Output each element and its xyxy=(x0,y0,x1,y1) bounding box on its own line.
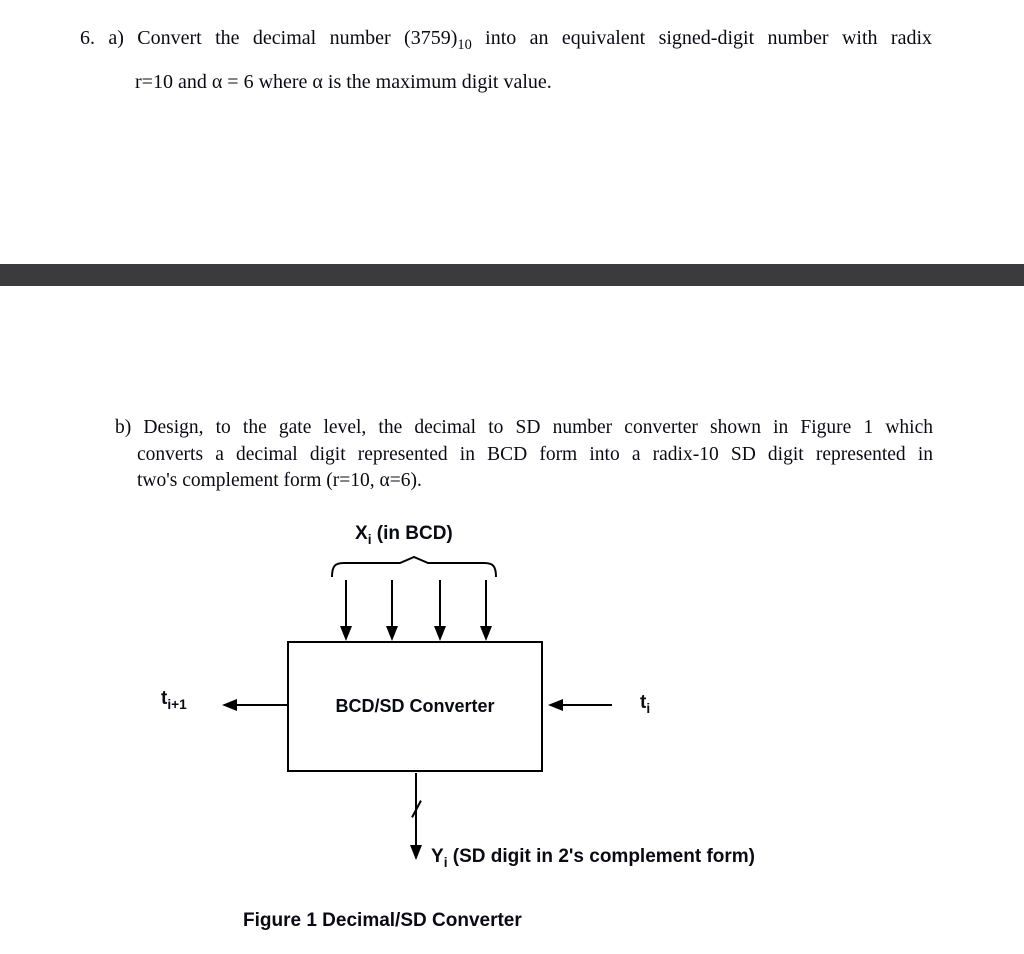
input-line-2 xyxy=(391,580,393,626)
carry-out-arrowhead-icon xyxy=(222,699,237,711)
carry-in-line xyxy=(563,704,612,706)
carry-in-arrowhead-icon xyxy=(548,699,563,711)
input-bus-brace xyxy=(330,556,498,580)
carry-in-subscript: i xyxy=(646,700,651,716)
output-signal-name: Y xyxy=(431,846,444,867)
input-arrowhead-1-icon xyxy=(340,626,352,641)
question-6b-line1: b) Design, to the gate level, the decimal to SD number converter shown in Figure 1 which xyxy=(115,417,933,438)
converter-box-label: BCD/SD Converter xyxy=(335,696,495,716)
question-6a xyxy=(80,20,932,101)
output-signal-subscript: i xyxy=(443,854,448,870)
question-6a-text-post: into an equivalent signed-digit number with radix xyxy=(471,27,932,49)
radix-subscript: 10 xyxy=(457,37,472,53)
figure-caption: Figure 1 Decimal/SD Converter xyxy=(243,910,522,931)
carry-in-label xyxy=(640,692,650,716)
question-6b-line3: two's complement form (r=10, α=6). xyxy=(137,470,422,491)
input-line-3 xyxy=(439,580,441,626)
output-arrowhead-icon xyxy=(410,845,422,860)
carry-out-subscript: i+1 xyxy=(167,696,187,712)
input-signal-label xyxy=(355,523,453,547)
question-6a-line1 xyxy=(80,20,932,64)
question-6a-line2: r=10 and α = 6 where α is the maximum digit value. xyxy=(135,71,552,93)
output-signal-label xyxy=(431,846,755,870)
input-signal-subscript: i xyxy=(367,531,372,547)
question-6b xyxy=(115,415,933,495)
input-line-1 xyxy=(345,580,347,626)
input-line-4 xyxy=(485,580,487,626)
input-arrowhead-2-icon xyxy=(386,626,398,641)
input-arrowhead-3-icon xyxy=(434,626,446,641)
output-signal-desc: (SD digit in 2's complement form) xyxy=(447,846,755,867)
carry-out-name: t xyxy=(161,688,168,709)
bcd-sd-converter-box xyxy=(287,641,543,772)
carry-in-name: t xyxy=(640,692,647,713)
question-6b-line2: converts a decimal digit represented in BCD form into a radix-10 SD digit represented in xyxy=(137,443,933,465)
input-signal-desc: (in BCD) xyxy=(371,523,453,544)
input-arrowhead-4-icon xyxy=(480,626,492,641)
carry-out-label xyxy=(161,688,187,712)
carry-out-line xyxy=(237,704,287,706)
section-divider xyxy=(0,264,1024,286)
input-signal-name: X xyxy=(355,523,368,544)
question-6a-text-pre: 6. a) Convert the decimal number (3759) xyxy=(80,27,458,49)
